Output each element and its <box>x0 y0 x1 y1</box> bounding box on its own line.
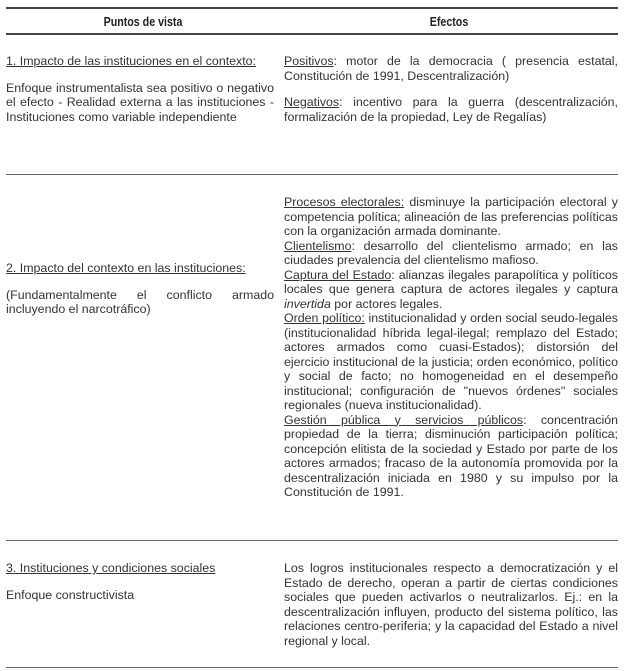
table-row <box>6 541 618 668</box>
effect-label: Positivos <box>284 54 334 68</box>
effect-text: : incentivo para la guerra (descentralización, formalización de la propiedad, Ley de Regalías) <box>284 95 618 124</box>
effect-text: Los logros institucionales respecto a democratización y el Estado de derecho, operan a partir de ciertas condiciones sociales que pueden activarlos o neutralizarlos. Ej.: en la descentralización influyen, producto del sistema político, las relaciones centro-periferia; y la capacidad del Estado a nivel regional y local. <box>284 561 618 648</box>
header-efectos: Efectos <box>429 13 469 29</box>
header-puntos-de-vista: Puntos de vista <box>103 13 183 29</box>
viewpoint-title: 3. Instituciones y condiciones sociales <box>6 561 216 575</box>
viewpoint-description: Enfoque constructivista <box>6 587 135 602</box>
effect-text: por actores legales. <box>330 296 443 311</box>
viewpoint-cell <box>6 195 280 540</box>
viewpoint-title: 2. Impacto del contexto en las instituciones: <box>6 261 246 275</box>
effect-label: Gestión pública y servicios públicos <box>284 412 524 427</box>
viewpoint-cell <box>6 561 280 667</box>
table-row <box>6 35 618 175</box>
effect-text: : alianzas ilegales parapolítica y políticos locales que genera captura de actores ilegales y captura <box>284 267 619 296</box>
effect-text: institucionalidad y orden social seudo-legales (institucionalidad híbrida legal-ilegal; remplazo del Estado; actores armados como cuasi-Estados); distorsión del ejercicio institucional de la justicia; orden económico, político y social de facto; no homogeneidad en el desempeño institucional; configuración de "nuevos órdenes" sociales regionales (nueva institucionalidad). <box>284 311 618 412</box>
effect-label: Negativos <box>284 95 340 109</box>
views-effects-table <box>6 7 618 668</box>
effects-cell <box>280 561 618 667</box>
table-header <box>6 7 618 35</box>
viewpoint-description: (Fundamentalmente el conflicto armado incluyendo el narcotráfico) <box>6 287 274 316</box>
effect-label: Captura del Estado <box>284 267 392 282</box>
effect-label: Orden político: <box>284 311 365 325</box>
effect-italic: invertida <box>284 296 331 311</box>
effect-text: : desarrollo del clientelismo armado; en las ciudades prevalencia del clientelismo mafioso. <box>284 238 618 267</box>
effects-cell <box>280 195 618 540</box>
effect-text: disminuye la participación electoral y competencia política; alineación de las preferencias políticas con la organización armada dominante. <box>284 195 618 238</box>
viewpoint-description: Enfoque instrumentalista sea positivo o negativo el efecto - Realidad externa a las instituciones - Instituciones como variable independiente <box>6 80 274 124</box>
table-row <box>6 175 618 541</box>
effect-label: Procesos electorales: <box>284 195 405 209</box>
viewpoint-cell <box>6 54 280 174</box>
effects-cell <box>280 54 618 174</box>
effect-label: Clientelismo <box>284 238 352 253</box>
viewpoint-title: 1. Impacto de las instituciones en el contexto: <box>6 54 257 68</box>
effect-text: : concentración propiedad de la tierra; disminución participación política; concepción elitista de la sociedad y Estado por parte de los actores armados; fracaso de la autonomía promovida por la descentralización iniciada en 1980 y su impulso por la Constitución de 1991. <box>284 412 618 499</box>
effect-text: : motor de la democracia ( presencia estatal, Constitución de 1991, Descentralización) <box>284 54 618 83</box>
